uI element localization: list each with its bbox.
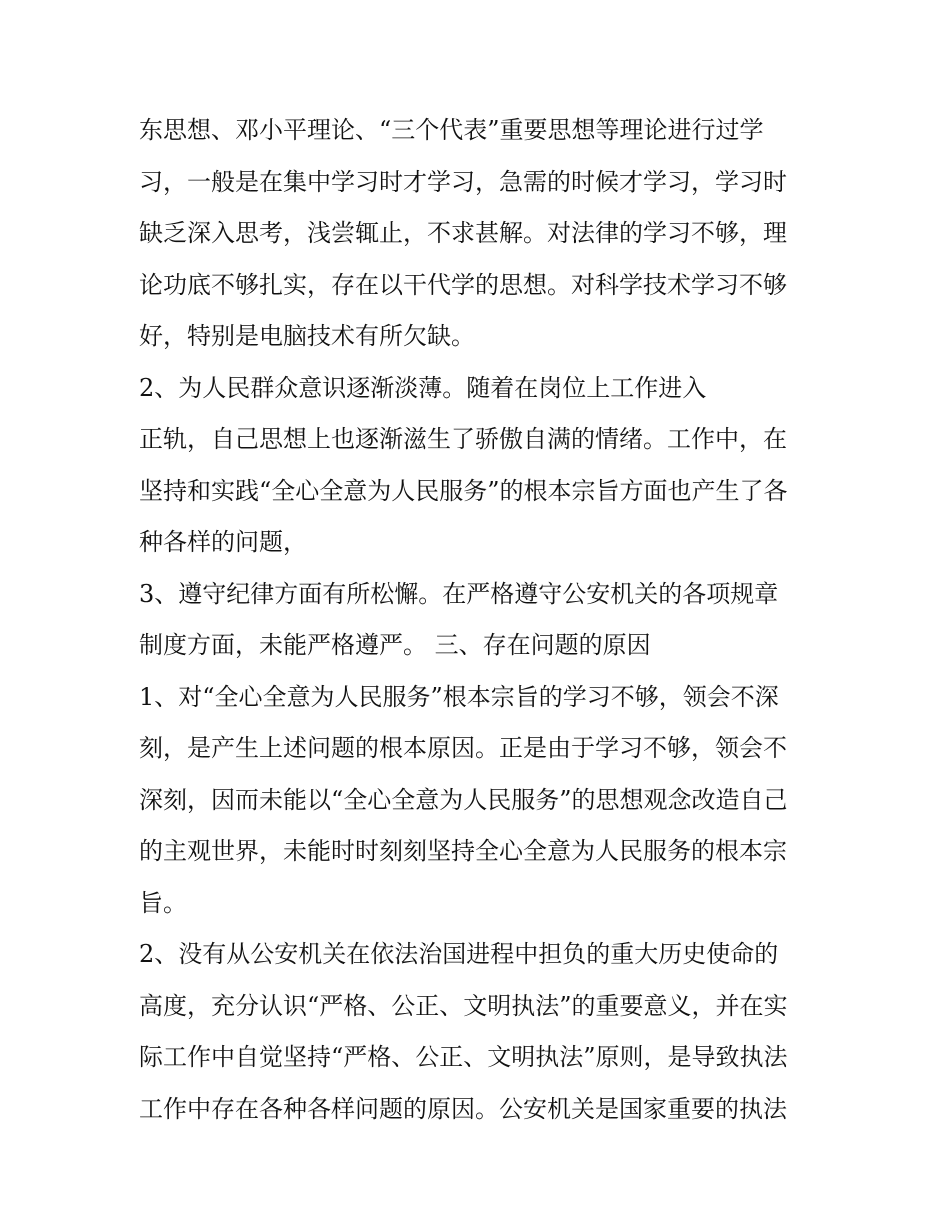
text-line: 好，特别是电脑技术有所欠缺。 <box>139 322 475 350</box>
text-line: 高度，充分认识“严格、公正、文明执法”的重要意义，并在实 <box>139 991 788 1020</box>
text-line: 论功底不够扎实，存在以干代学的思想。对科学技术学习不够 <box>139 270 787 299</box>
text-line: 制度方面，未能严格遵严。 三、存在问题的原因 <box>139 631 651 659</box>
text-line: 缺乏深入思考，浅尝辄止，不求甚解。对法律的学习不够，理 <box>139 219 787 247</box>
text-line: 旨。 <box>139 888 187 917</box>
text-line: 坚持和实践“全心全意为人民服务”的根本宗旨方面也产生了各 <box>139 476 788 505</box>
text-line: 深刻，因而未能以“全心全意为人民服务”的思想观念改造自己 <box>139 785 788 814</box>
text-line: 3、遵守纪律方面有所松懈。在严格遵守公安机关的各项规章 <box>139 579 779 608</box>
text-line: 际工作中自觉坚持“严格、公正、文明执法”原则，是导致执法 <box>139 1043 788 1071</box>
text-line: 正轨，自己思想上也逐渐滋生了骄傲自满的情绪。工作中，在 <box>139 425 787 453</box>
text-line: 2、没有从公安机关在依法治国进程中担负的重大历史使命的 <box>139 940 779 968</box>
text-line: 东思想、邓小平理论、“三个代表”重要思想等理论进行过学 <box>139 116 764 144</box>
text-line: 种各样的问题， <box>139 528 307 556</box>
text-line: 的主观世界，未能时时刻刻坚持全心全意为人民服务的根本宗 <box>139 837 787 865</box>
text-line: 工作中存在各种各样问题的原因。公安机关是国家重要的执法 <box>139 1094 787 1123</box>
text-line: 刻，是产生上述问题的根本原因。正是由于学习不够，领会不 <box>139 734 787 762</box>
text-line: 2、为人民群众意识逐渐淡薄。随着在岗位上工作进入 <box>139 373 707 402</box>
text-line: 习，一般是在集中学习时才学习，急需的时候才学习，学习时 <box>139 167 787 196</box>
body-text <box>139 112 839 1142</box>
text-line: 1、对“全心全意为人民服务”根本宗旨的学习不够，领会不深 <box>139 682 779 711</box>
